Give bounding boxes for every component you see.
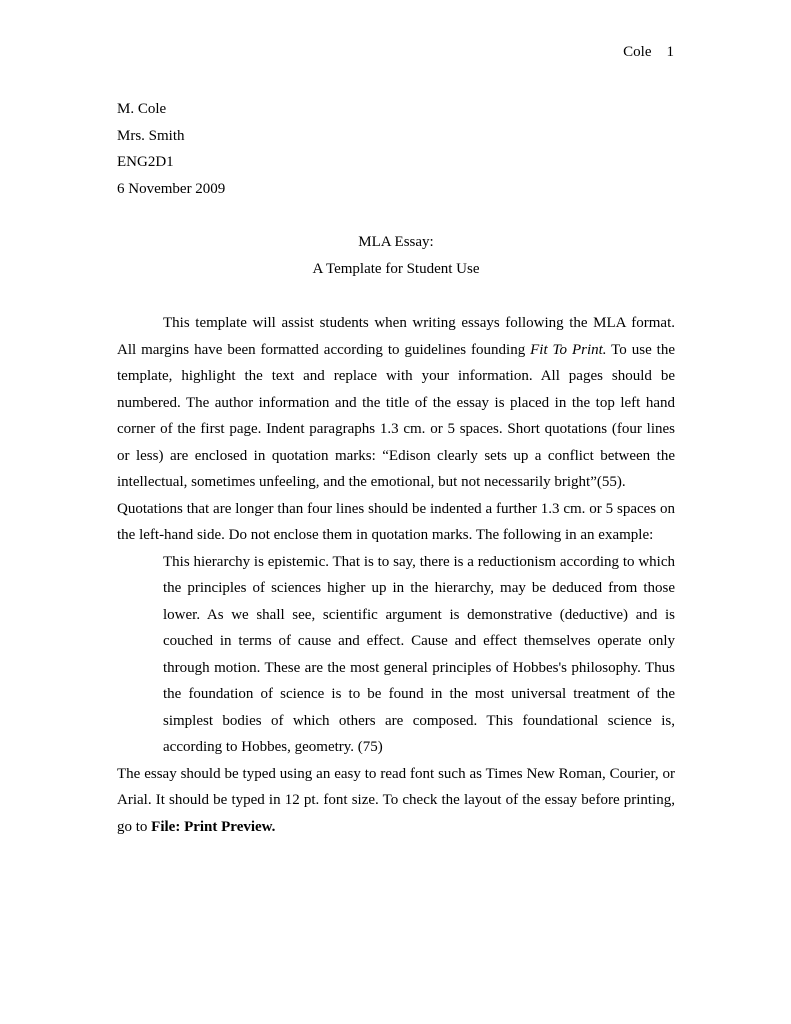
essay-body: [117, 310, 675, 840]
paragraph-1-text-b: To use the template, highlight the text and replace with your information. All pages should be numbered. The author information and the title of the essay is placed in the top left hand corner of the first page. Indent paragraphs 1.3 cm. or 5 spaces. Short quotations (four lines or less) are enclosed in quotation marks: “Edison clearly sets up a conflict between the intellectual, sometimes unfeeling, and the emotional, but not necessarily bright”(55).: [117, 341, 675, 490]
mla-heading: [117, 96, 677, 202]
book-title: Fit To Print.: [530, 341, 607, 358]
paragraph-1: [117, 310, 675, 496]
paragraph-3: [117, 761, 675, 841]
paragraph-1-text-a: This template will assist students when writing essays following the MLA format. All margins have been formatted according to guidelines founding: [117, 315, 675, 358]
menu-path: File: Print Preview.: [151, 818, 276, 835]
title-line-1: MLA Essay:: [358, 234, 434, 250]
essay-date: 6 November 2009: [117, 180, 226, 197]
student-name: M. Cole: [117, 101, 167, 117]
running-head: Cole 1: [623, 44, 674, 60]
paragraph-2: Quotations that are longer than four lines should be indented a further 1.3 cm. or 5 spaces on the left-hand side. Do not enclose them in quotation marks. The following in an example:: [117, 500, 675, 543]
title-line-2: A Template for Student Use: [312, 260, 480, 277]
paragraph-3-text: The essay should be typed using an easy to read font such as Times New Roman, Courier, or Arial. It should be typed in 12 pt. font size. To check the layout of the essay before printing, go to: [117, 765, 675, 835]
block-quote: This hierarchy is epistemic. That is to say, there is a reductionism according to which the principles of sciences higher up in the hierarchy, may be deduced from those lower. As we shall see, scientific argument is demonstrative (deductive) and is couched in terms of cause and effect. Cause and effect themselves operate only through motion. These are the most general principles of Hobbes's philosophy. Thus the foundation of science is to be found in the most universal treatment of the simplest bodies of which others are composed. This foundational science is, according to Hobbes, geometry. (75): [163, 553, 675, 755]
teacher-name: Mrs. Smith: [117, 127, 185, 144]
essay-title: [117, 229, 675, 282]
course-code: ENG2D1: [117, 154, 174, 170]
